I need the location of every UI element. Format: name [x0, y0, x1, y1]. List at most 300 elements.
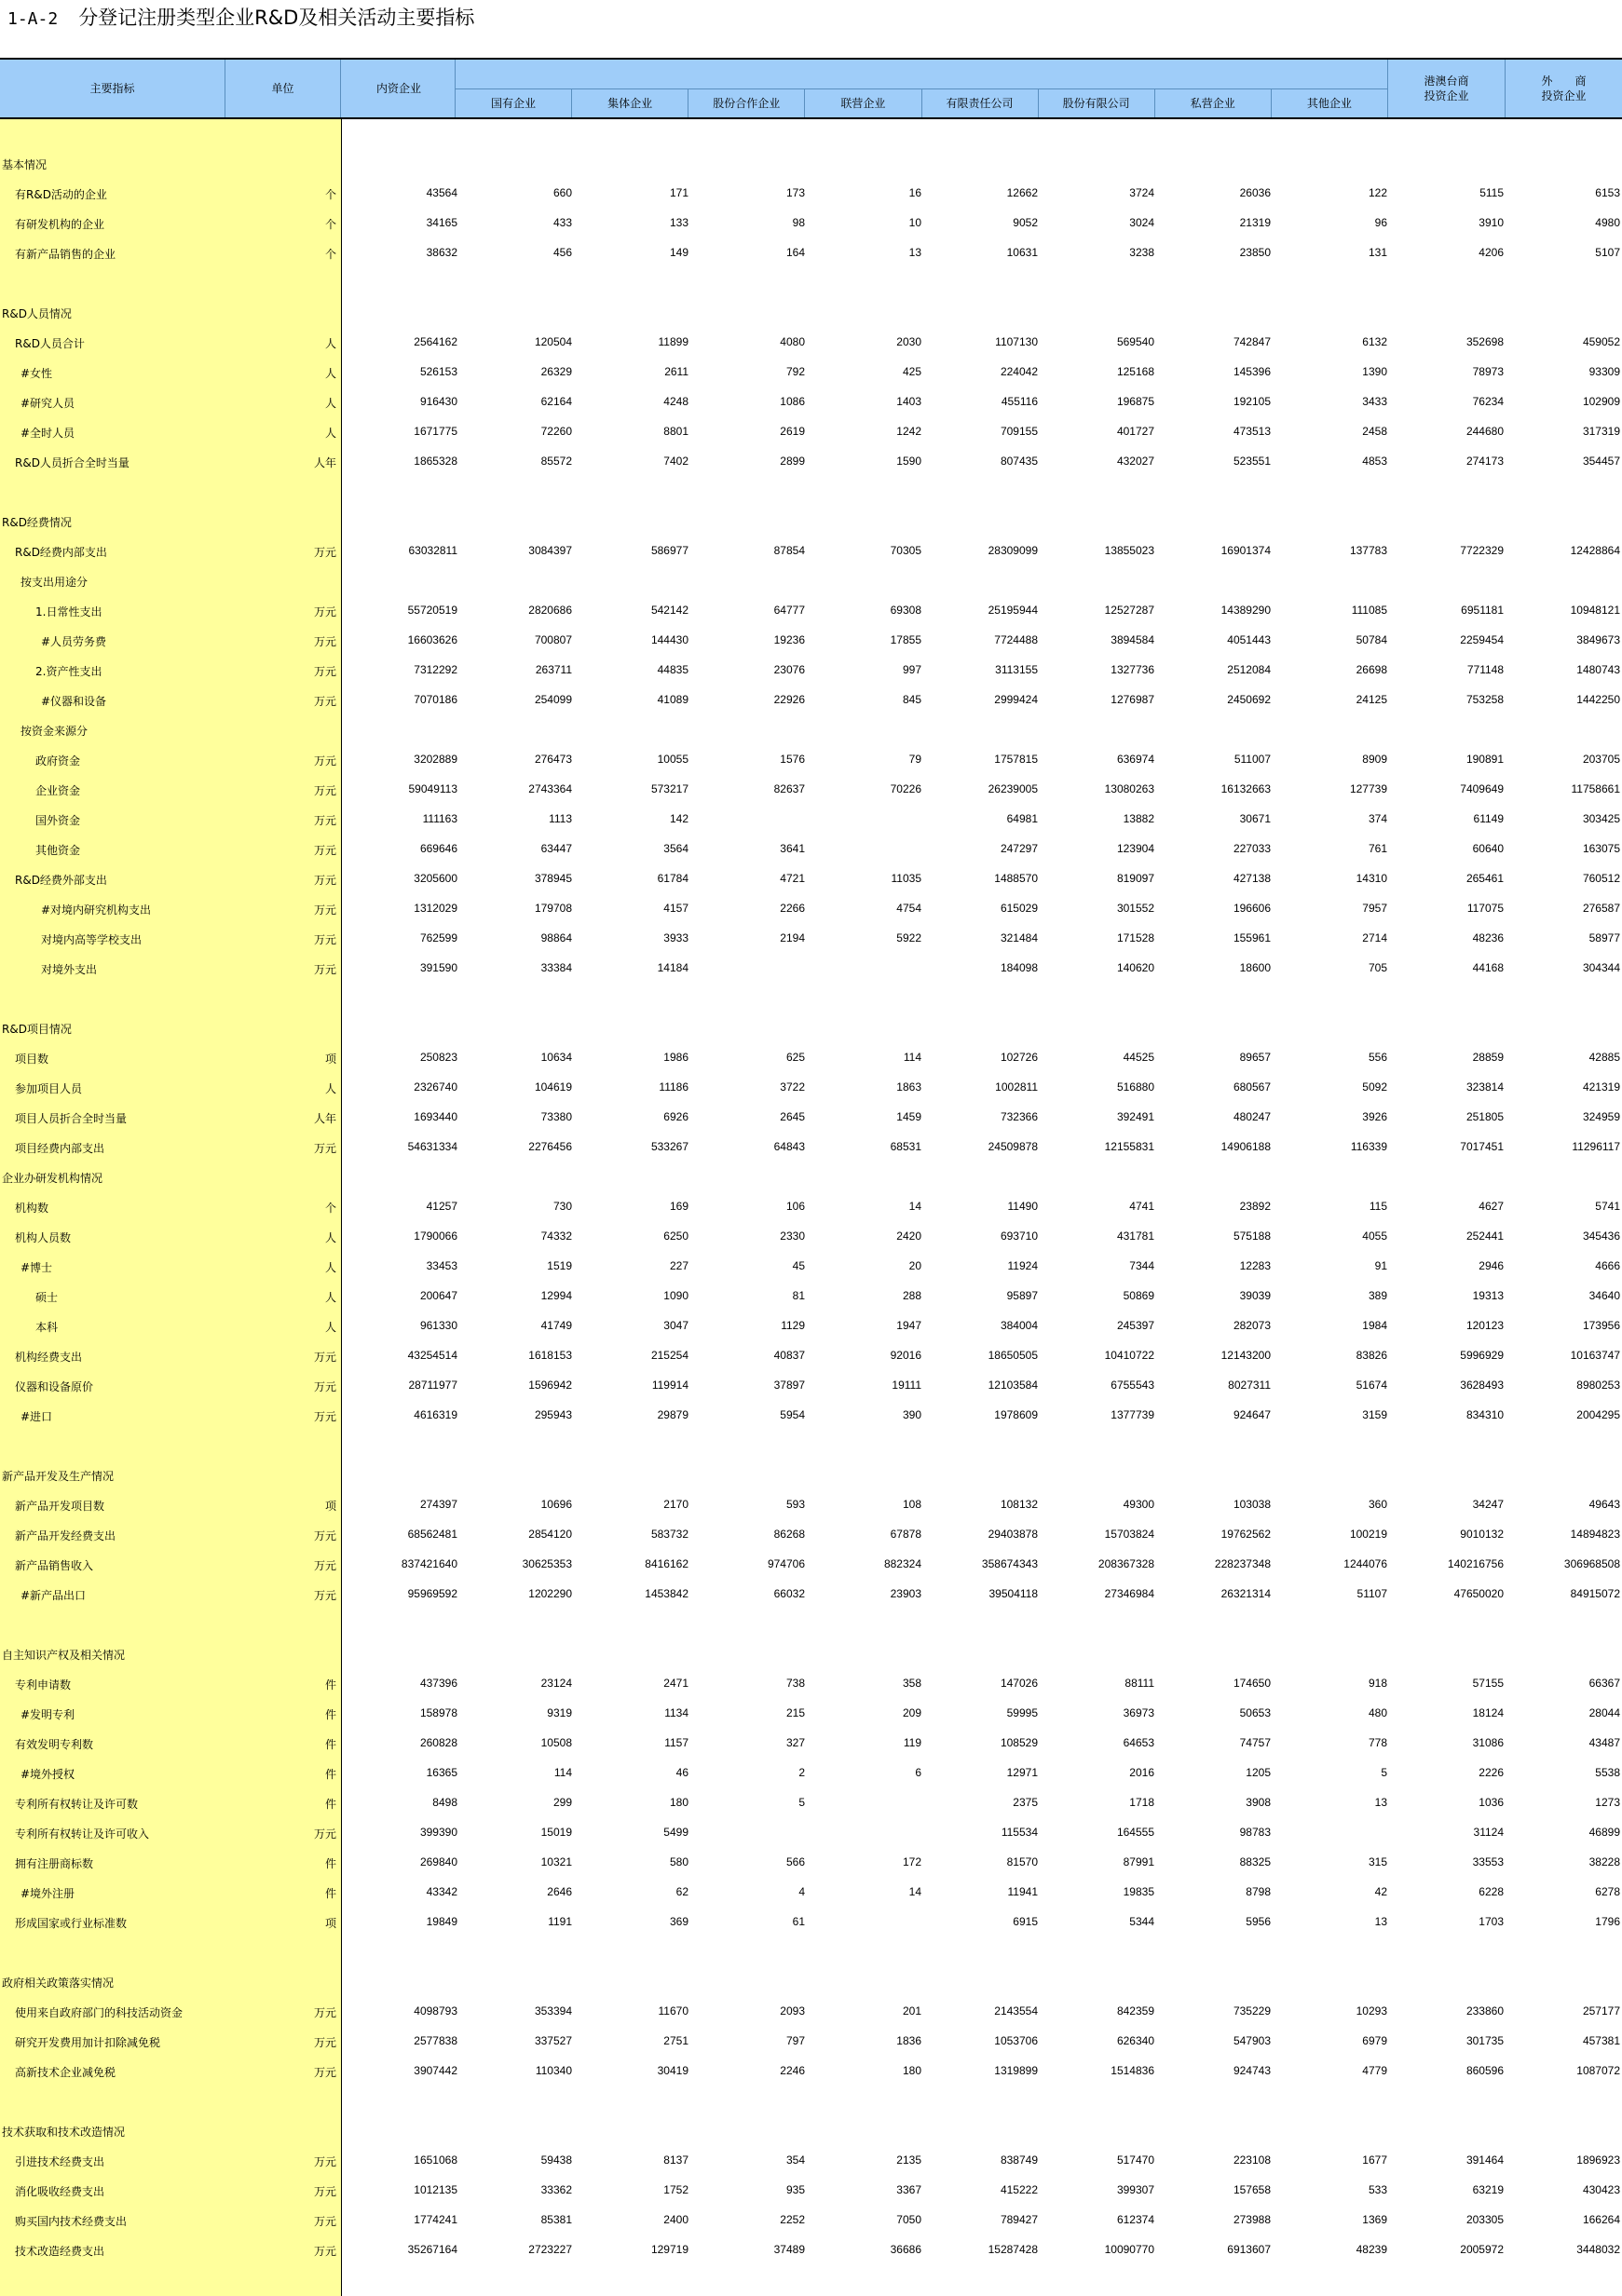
row-unit: 项 [324, 1500, 336, 1513]
cell-value: 155961 [1233, 931, 1271, 944]
cell-value: 2 [798, 1766, 805, 1779]
cell-value: 10293 [1356, 2004, 1387, 2017]
cell-value: 693710 [1000, 1230, 1038, 1243]
cell-value: 74332 [540, 1230, 572, 1243]
cell-value: 68562481 [407, 1528, 457, 1541]
cell-value: 301552 [1116, 902, 1154, 915]
cell-value: 24509878 [988, 1140, 1038, 1153]
table-row [0, 1341, 1622, 1371]
cell-value: 23124 [540, 1677, 572, 1690]
table-row [0, 2057, 1622, 2086]
cell-value: 88111 [1124, 1677, 1154, 1690]
cell-value: 38632 [426, 246, 457, 259]
cell-value: 108132 [1000, 1498, 1038, 1511]
cell-value: 38228 [1588, 1855, 1620, 1868]
cell-value: 11924 [1007, 1259, 1038, 1272]
cell-value: 586977 [650, 544, 688, 557]
row-unit: 人年 [313, 1112, 336, 1125]
cell-value: 10410722 [1104, 1349, 1154, 1362]
cell-value: 57155 [1472, 1677, 1504, 1690]
cell-value: 21319 [1239, 216, 1271, 229]
cell-value: 838749 [1000, 2153, 1038, 2167]
cell-value: 369 [669, 1915, 688, 1928]
cell-value: 3205600 [414, 872, 457, 885]
cell-value: 11490 [1007, 1200, 1038, 1213]
cell-value: 14389290 [1220, 604, 1271, 617]
cell-value: 260828 [419, 1736, 457, 1749]
cell-value: 227 [669, 1259, 688, 1272]
cell-value: 61 [792, 1915, 805, 1928]
cell-value: 7957 [1362, 902, 1387, 915]
cell-value: 15703824 [1104, 1528, 1154, 1541]
cell-value: 27346984 [1104, 1587, 1154, 1600]
cell-value: 196875 [1116, 395, 1154, 408]
cell-value: 86268 [773, 1528, 805, 1541]
cell-value: 1796 [1595, 1915, 1620, 1928]
cell-value: 8027311 [1228, 1379, 1271, 1392]
cell-value: 730 [552, 1200, 572, 1213]
cell-value: 1276987 [1111, 693, 1154, 706]
cell-value: 735229 [1233, 2004, 1271, 2017]
cell-value: 274397 [419, 1498, 457, 1511]
cell-value: 133 [669, 216, 688, 229]
row-label: 购买国内技术经费支出 [15, 2215, 128, 2228]
cell-value: 2577838 [414, 2034, 457, 2047]
cell-value: 3367 [896, 2183, 921, 2196]
cell-value: 49643 [1588, 1498, 1620, 1511]
cell-value: 1480743 [1576, 663, 1620, 676]
cell-value: 34165 [426, 216, 457, 229]
row-label: 对境内高等学校支出 [41, 933, 143, 946]
cell-value: 106 [785, 1200, 805, 1213]
cell-value: 415222 [1000, 2183, 1038, 2196]
cell-value: 34640 [1588, 1289, 1620, 1302]
cell-value: 224042 [1000, 365, 1038, 378]
table-row [0, 1073, 1622, 1103]
cell-value: 1244076 [1343, 1557, 1387, 1570]
cell-value: 1836 [896, 2034, 921, 2047]
cell-value: 81 [792, 1289, 805, 1302]
cell-value: 26329 [540, 365, 572, 378]
cell-value: 39039 [1239, 1289, 1271, 1302]
cell-value: 533 [1368, 2183, 1387, 2196]
table-row [0, 1729, 1622, 1759]
cell-value: 95897 [1006, 1289, 1038, 1302]
cell-value: 41749 [540, 1319, 572, 1332]
cell-value: 24125 [1356, 693, 1387, 706]
cell-value: 83826 [1356, 1349, 1387, 1362]
cell-value: 16132663 [1220, 782, 1271, 795]
cell-value: 7344 [1129, 1259, 1154, 1272]
cell-value: 110340 [535, 2064, 572, 2077]
row-label: 自主知识产权及相关情况 [2, 1649, 126, 1662]
cell-value: 140620 [1116, 961, 1154, 974]
row-unit: 万元 [313, 1380, 336, 1393]
row-label: 消化吸收经费支出 [15, 2185, 105, 2198]
cell-value: 28711977 [408, 1379, 457, 1392]
cell-value: 93309 [1588, 365, 1620, 378]
cell-value: 389 [1368, 1289, 1387, 1302]
cell-value: 301735 [1465, 2034, 1504, 2047]
cell-value: 74757 [1239, 1736, 1271, 1749]
spacer-row [0, 1937, 1622, 1967]
cell-value: 401727 [1116, 425, 1154, 438]
cell-value: 171 [669, 186, 688, 199]
row-unit: 万元 [313, 635, 336, 648]
row-label: #人员劳务费 [41, 635, 107, 648]
cell-value: 51107 [1356, 1587, 1387, 1600]
cell-value: 11296117 [1572, 1140, 1620, 1153]
cell-value: 526153 [419, 365, 457, 378]
cell-value: 96 [1374, 216, 1387, 229]
cell-value: 164 [785, 246, 805, 259]
cell-value: 882324 [883, 1557, 921, 1570]
cell-value: 23892 [1239, 1200, 1271, 1213]
cell-value: 7017451 [1460, 1140, 1504, 1153]
row-unit: 人 [324, 427, 336, 440]
cell-value: 179708 [534, 902, 572, 915]
row-label: 高新技术企业减免税 [15, 2066, 116, 2079]
table-row [0, 2146, 1622, 2176]
table-row [0, 1192, 1622, 1222]
section-row [0, 2116, 1622, 2146]
cell-value: 1107130 [995, 335, 1038, 348]
row-label: 技术改造经费支出 [15, 2245, 105, 2258]
cell-value: 4754 [896, 902, 921, 915]
row-label: #女性 [20, 367, 53, 380]
cell-value: 50784 [1356, 633, 1387, 646]
header-hkmt [1388, 58, 1506, 119]
table-header [0, 58, 1622, 119]
row-unit: 个 [324, 188, 336, 201]
cell-value: 72260 [540, 425, 572, 438]
table-row [0, 954, 1622, 984]
cell-value: 2246 [780, 2064, 805, 2077]
cell-value: 1157 [664, 1736, 688, 1749]
cell-value: 2946 [1479, 1259, 1504, 1272]
cell-value: 3722 [780, 1080, 805, 1094]
cell-value: 37489 [773, 2243, 805, 2256]
cell-value: 556 [1368, 1051, 1387, 1064]
cell-value: 1090 [663, 1289, 688, 1302]
cell-value: 42 [1374, 1885, 1387, 1898]
cell-value: 244680 [1465, 425, 1504, 438]
cell-value: 1576 [780, 753, 805, 766]
row-unit: 万元 [313, 933, 336, 946]
cell-value: 4 [798, 1885, 805, 1898]
row-unit: 件 [324, 1857, 336, 1870]
row-unit: 件 [324, 1768, 336, 1781]
cell-value: 742847 [1233, 335, 1271, 348]
cell-value: 28044 [1588, 1706, 1620, 1719]
cell-value: 299 [552, 1796, 572, 1809]
table-row [0, 358, 1622, 387]
cell-value: 91 [1374, 1259, 1387, 1272]
cell-value: 62 [675, 1885, 688, 1898]
cell-value: 8980253 [1576, 1379, 1620, 1392]
row-unit: 万元 [313, 2006, 336, 2019]
cell-value: 215254 [650, 1349, 688, 1362]
cell-value: 4157 [663, 902, 688, 915]
cell-value: 10696 [540, 1498, 572, 1511]
cell-value: 4206 [1479, 246, 1504, 259]
cell-value: 16603626 [407, 633, 457, 646]
cell-value: 13882 [1123, 812, 1154, 825]
cell-value: 2330 [780, 1230, 805, 1243]
cell-value: 29879 [657, 1408, 688, 1421]
cell-value: 705 [1368, 961, 1387, 974]
cell-value: 131 [1368, 246, 1387, 259]
cell-value: 9010132 [1460, 1528, 1504, 1541]
cell-value: 64843 [773, 1140, 805, 1153]
row-label: 政府资金 [35, 754, 81, 768]
cell-value: 378945 [534, 872, 572, 885]
cell-value: 459052 [1582, 335, 1620, 348]
row-label: 拥有注册商标数 [15, 1857, 94, 1870]
cell-value: 184098 [1000, 961, 1038, 974]
row-label: 其他资金 [35, 844, 81, 857]
cell-value: 18600 [1239, 961, 1271, 974]
cell-value: 3628493 [1460, 1379, 1504, 1392]
cell-value: 5092 [1362, 1080, 1387, 1094]
cell-value: 9319 [547, 1706, 572, 1719]
cell-value: 48236 [1472, 931, 1504, 944]
cell-value: 3433 [1362, 395, 1387, 408]
row-label: #境外注册 [20, 1887, 75, 1900]
cell-value: 842359 [1116, 2004, 1154, 2017]
section-row [0, 1162, 1622, 1192]
cell-value: 1205 [1246, 1766, 1271, 1779]
cell-value: 1242 [896, 425, 921, 438]
cell-value: 7050 [896, 2213, 921, 2226]
cell-value: 43564 [426, 186, 457, 199]
cell-value: 360 [1368, 1498, 1387, 1511]
cell-value: 1312029 [414, 902, 457, 915]
cell-value: 28309099 [988, 544, 1038, 557]
cell-value: 792 [785, 365, 805, 378]
table-row [0, 537, 1622, 566]
row-label: 有R&D活动的企业 [15, 188, 107, 201]
cell-value: 254099 [534, 693, 572, 706]
header-sub-5: 股份有限公司 [1039, 88, 1155, 117]
cell-value: 2564162 [414, 335, 457, 348]
cell-value: 44168 [1472, 961, 1504, 974]
cell-value: 569540 [1116, 335, 1154, 348]
cell-value: 30419 [657, 2064, 688, 2077]
row-label: #对境内研究机构支出 [41, 903, 152, 917]
section-row [0, 149, 1622, 179]
cell-value: 201 [902, 2004, 921, 2017]
row-unit: 万元 [313, 814, 336, 827]
row-label: #进口 [20, 1410, 53, 1423]
cell-value: 102909 [1582, 395, 1620, 408]
row-label: 新产品销售收入 [15, 1559, 94, 1572]
table-row [0, 1580, 1622, 1610]
cell-value: 2743364 [528, 782, 572, 795]
cell-value: 860596 [1465, 2064, 1504, 2077]
cell-value: 10163747 [1570, 1349, 1620, 1362]
table-row [0, 1997, 1622, 2027]
cell-value: 3564 [663, 842, 688, 855]
cell-value: 425 [902, 365, 921, 378]
row-unit: 万元 [313, 665, 336, 678]
cell-value: 180 [669, 1796, 688, 1809]
cell-value: 1590 [896, 455, 921, 468]
cell-value: 1752 [663, 2183, 688, 2196]
cell-value: 626340 [1116, 2034, 1154, 2047]
cell-value: 924743 [1233, 2064, 1271, 2077]
cell-value: 14906188 [1220, 1140, 1271, 1153]
row-label: 机构人员数 [15, 1231, 72, 1244]
cell-value: 142 [669, 812, 688, 825]
row-unit: 万元 [313, 2215, 336, 2228]
cell-value: 12527287 [1104, 604, 1154, 617]
cell-value: 669646 [419, 842, 457, 855]
cell-value: 6755543 [1111, 1379, 1154, 1392]
cell-value: 26321314 [1220, 1587, 1271, 1600]
cell-value: 1086 [780, 395, 805, 408]
cell-value: 431781 [1116, 1230, 1154, 1243]
cell-value: 13 [1374, 1796, 1387, 1809]
cell-value: 70226 [890, 782, 921, 795]
cell-value: 2458 [1362, 425, 1387, 438]
cell-value: 16 [908, 186, 921, 199]
cell-value: 337527 [534, 2034, 572, 2047]
cell-value: 583732 [650, 1528, 688, 1541]
cell-value: 98 [792, 216, 805, 229]
cell-value: 63447 [540, 842, 572, 855]
cell-value: 1514836 [1111, 2064, 1154, 2077]
row-label: R&D人员合计 [15, 337, 85, 350]
cell-value: 47650020 [1453, 1587, 1504, 1600]
table-row [0, 656, 1622, 686]
row-unit: 万元 [313, 2155, 336, 2168]
cell-value: 228237348 [1214, 1557, 1271, 1570]
cell-value: 6228 [1479, 1885, 1504, 1898]
row-label: 按支出用途分 [20, 576, 89, 589]
section-row [0, 1967, 1622, 1997]
cell-value: 116339 [1350, 1140, 1387, 1153]
table-row [0, 1818, 1622, 1848]
cell-value: 58977 [1588, 931, 1620, 944]
cell-value: 1947 [896, 1319, 921, 1332]
row-unit: 人 [324, 1082, 336, 1095]
cell-value: 1984 [1362, 1319, 1387, 1332]
cell-value: 119914 [651, 1379, 688, 1392]
cell-value: 1865328 [414, 455, 457, 468]
cell-value: 41257 [426, 1200, 457, 1213]
row-unit: 项 [324, 1053, 336, 1066]
cell-value: 115 [1369, 1200, 1387, 1213]
cell-value: 353394 [534, 2004, 572, 2017]
section-row [0, 715, 1622, 745]
cell-value: 352698 [1465, 335, 1504, 348]
cell-value: 3159 [1362, 1408, 1387, 1421]
cell-value: 42885 [1588, 1051, 1620, 1064]
row-label: 对境外支出 [41, 963, 98, 976]
cell-value: 117075 [1466, 902, 1504, 915]
cell-value: 1863 [896, 1080, 921, 1094]
cell-value: 64777 [773, 604, 805, 617]
cell-value: 119 [903, 1736, 921, 1749]
cell-value: 1774241 [414, 2213, 457, 2226]
cell-value: 19762562 [1220, 1528, 1271, 1541]
cell-value: 924647 [1233, 1408, 1271, 1421]
row-label: 新产品开发及生产情况 [2, 1470, 115, 1483]
cell-value: 8909 [1362, 753, 1387, 766]
cell-value: 2619 [780, 425, 805, 438]
cell-value: 11941 [1007, 1885, 1038, 1898]
row-unit: 万元 [313, 1529, 336, 1542]
row-label: 按资金来源分 [20, 725, 89, 738]
cell-value: 89657 [1239, 1051, 1271, 1064]
cell-value: 73380 [540, 1110, 572, 1123]
cell-value: 18124 [1472, 1706, 1504, 1719]
cell-value: 60640 [1472, 842, 1504, 855]
cell-value: 480247 [1233, 1110, 1271, 1123]
cell-value: 1327736 [1111, 663, 1154, 676]
cell-value: 12971 [1006, 1766, 1038, 1779]
cell-value: 8801 [663, 425, 688, 438]
cell-value: 14310 [1356, 872, 1387, 885]
cell-value: 392491 [1116, 1110, 1154, 1123]
cell-value: 190891 [1465, 753, 1504, 766]
cell-value: 26698 [1356, 663, 1387, 676]
cell-value: 169 [669, 1200, 688, 1213]
row-unit: 人 [324, 1231, 336, 1244]
cell-value: 2899 [780, 455, 805, 468]
cell-value: 432027 [1116, 455, 1154, 468]
cell-value: 511007 [1234, 753, 1271, 766]
cell-value: 935 [785, 2183, 805, 2196]
table-row [0, 2027, 1622, 2057]
cell-value: 807435 [1000, 455, 1038, 468]
cell-value: 304344 [1582, 961, 1620, 974]
cell-value: 1519 [547, 1259, 572, 1272]
cell-value: 1369 [1362, 2213, 1387, 2226]
row-label: 有效发明专利数 [15, 1738, 94, 1751]
cell-value: 25195944 [988, 604, 1038, 617]
cell-value: 149 [669, 246, 688, 259]
cell-value: 615029 [1000, 902, 1038, 915]
cell-value: 295943 [534, 1408, 572, 1421]
table-row [0, 1043, 1622, 1073]
cell-value: 127739 [1349, 782, 1387, 795]
cell-value: 14894823 [1570, 1528, 1620, 1541]
row-label: 新产品开发经费支出 [15, 1529, 116, 1542]
cell-value: 390 [902, 1408, 921, 1421]
cell-value: 3907442 [414, 2064, 457, 2077]
cell-value: 2471 [663, 1677, 688, 1690]
cell-value: 43254514 [407, 1349, 457, 1362]
cell-value: 974706 [767, 1557, 805, 1570]
cell-value: 3113155 [995, 663, 1038, 676]
spacer-row [0, 1431, 1622, 1460]
cell-value: 14 [908, 1885, 921, 1898]
cell-value: 834310 [1465, 1408, 1504, 1421]
cell-value: 2820686 [528, 604, 572, 617]
row-label: 项目经费内部支出 [15, 1142, 105, 1155]
section-row [0, 1013, 1622, 1043]
cell-value: 997 [902, 663, 921, 676]
cell-value: 245397 [1116, 1319, 1154, 1332]
header-hkmt-line1: 港澳台商 [1424, 75, 1469, 88]
cell-value: 358 [902, 1677, 921, 1690]
cell-value: 2093 [780, 2004, 805, 2017]
cell-value: 147026 [1000, 1677, 1038, 1690]
cell-value: 64653 [1123, 1736, 1154, 1749]
table-row [0, 745, 1622, 775]
